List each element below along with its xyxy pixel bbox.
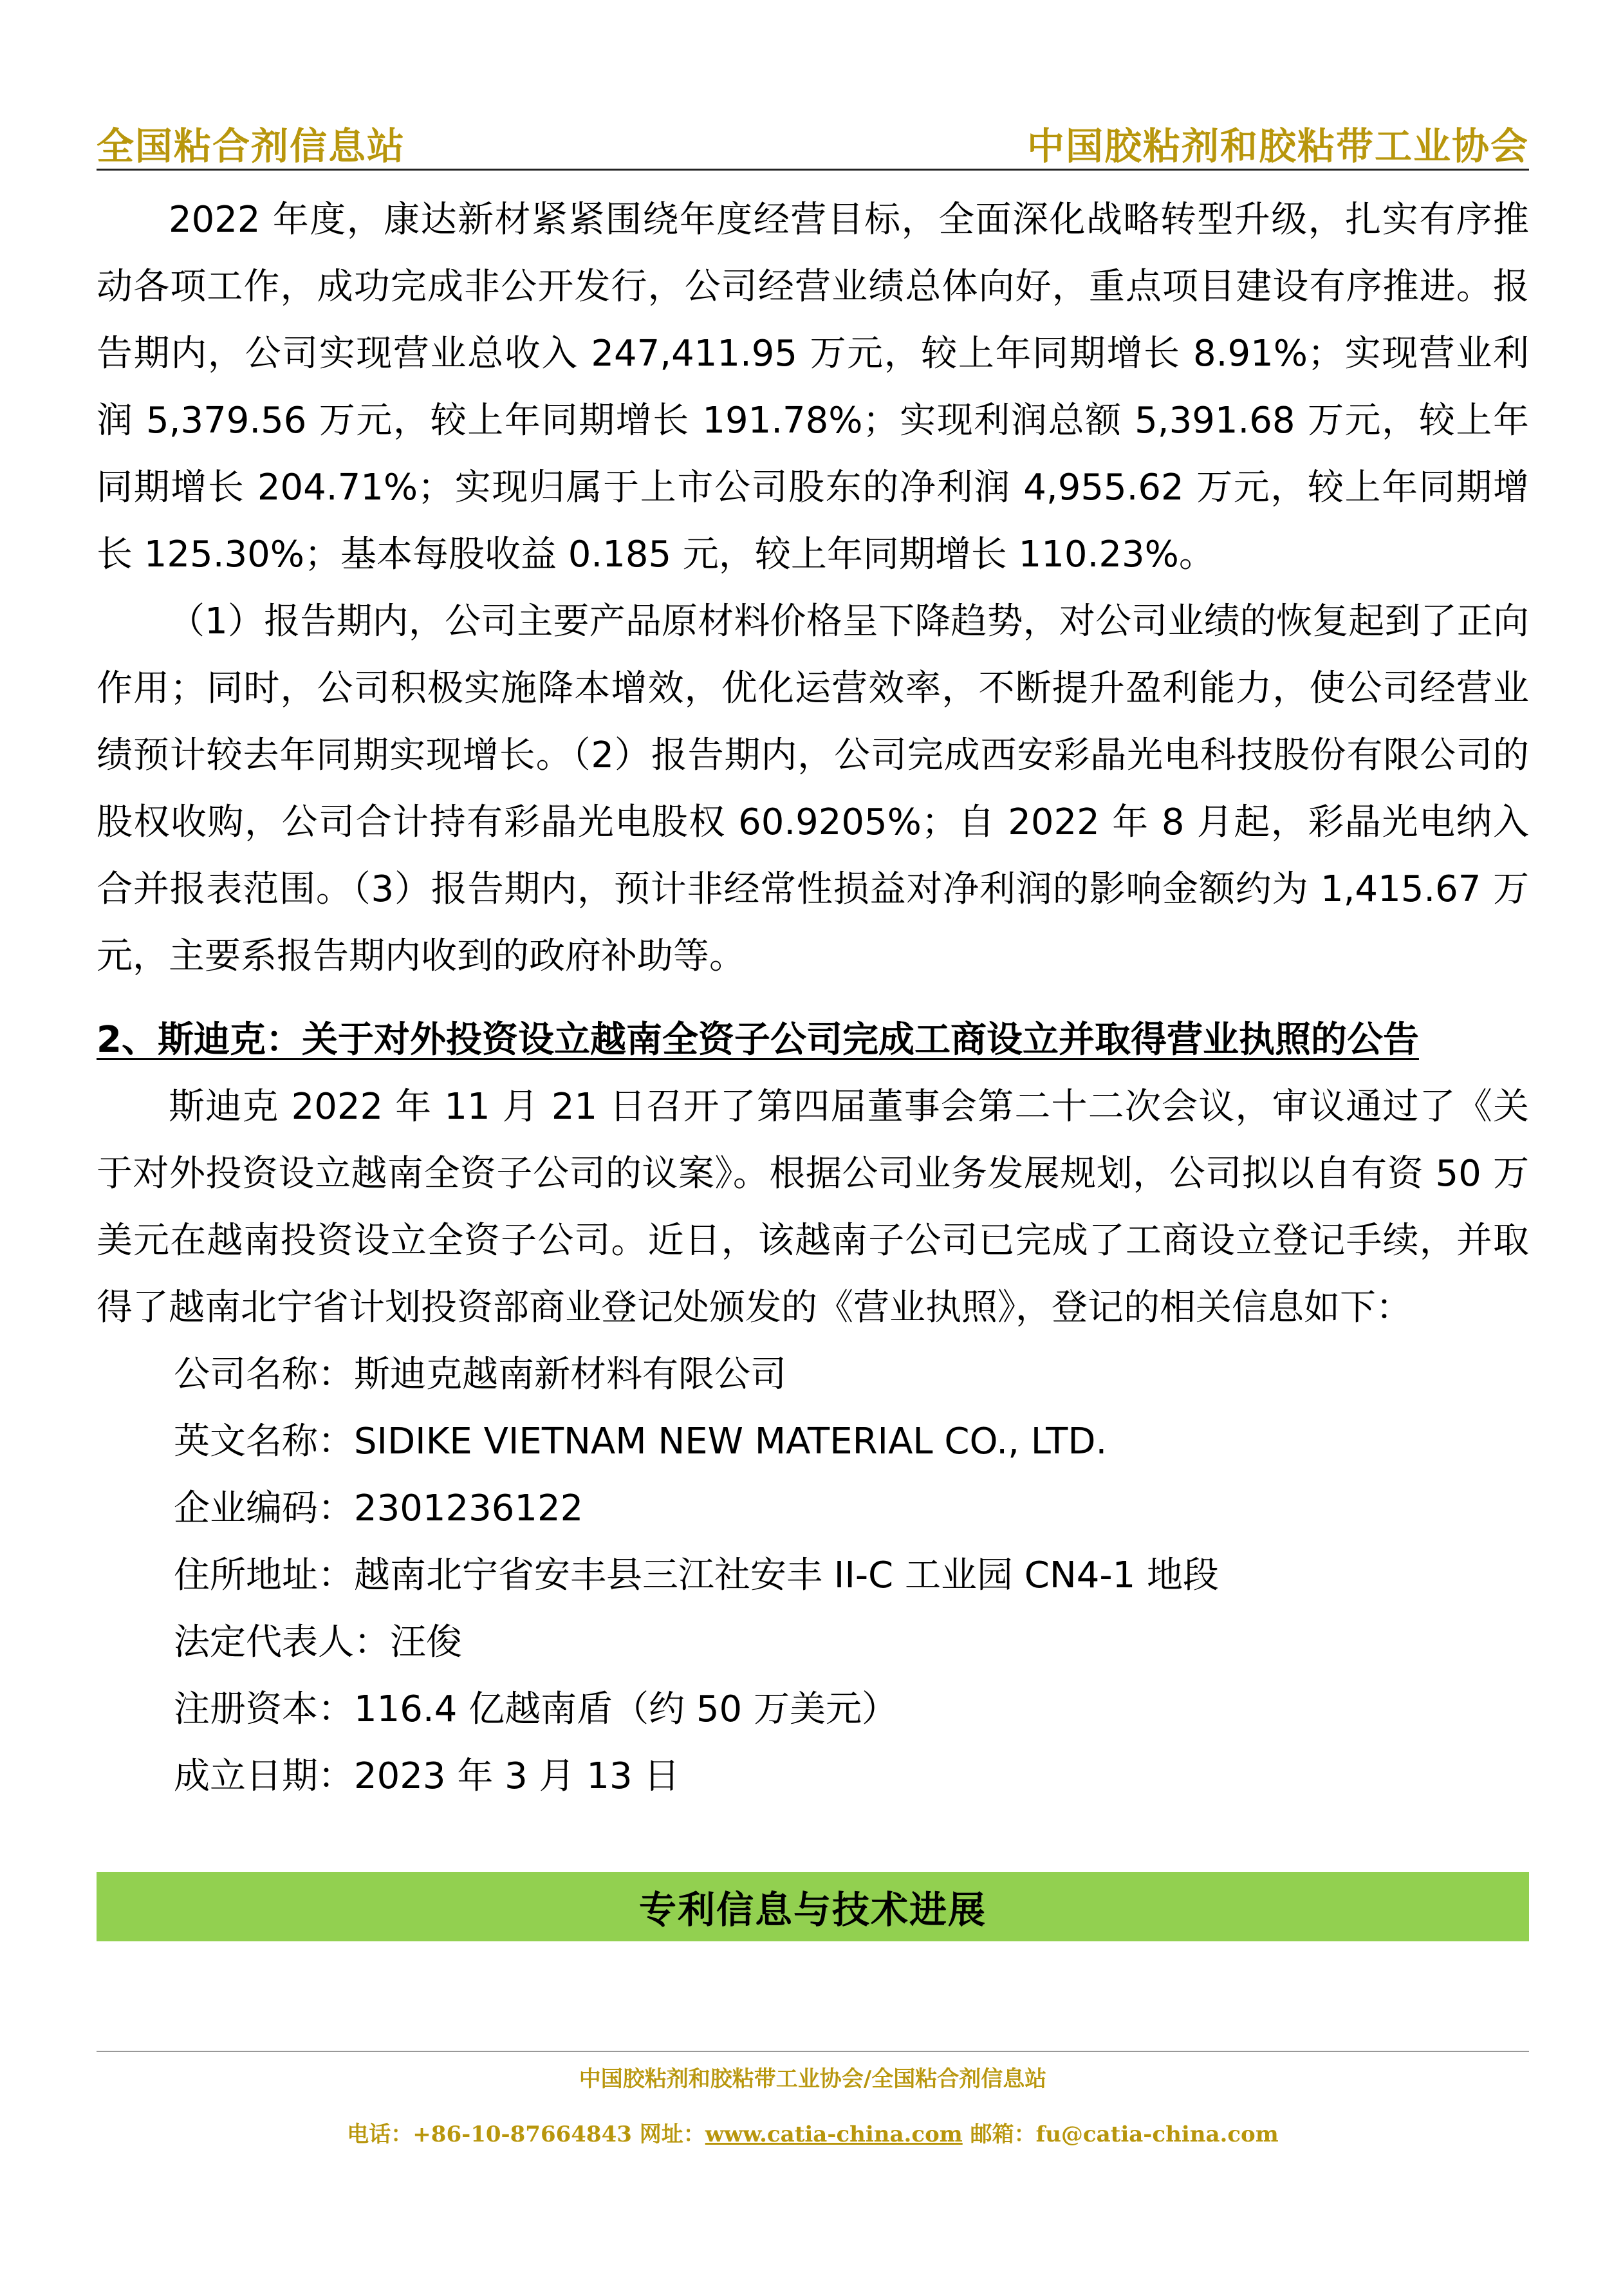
- section-title-sidike: 2、斯迪克：关于对外投资设立越南全资子公司完成工商设立并取得营业执照的公告: [97, 1019, 1419, 1061]
- field-address: 住所地址：越南北宁省安丰县三江社安丰 II-C 工业园 CN4-1 地段: [174, 1554, 1219, 1596]
- footer-phone: 电话：+86-10-87664843 网址：: [347, 2122, 705, 2147]
- paragraph-sidike-announcement: 斯迪克 2022 年 11 月 21 日召开了第四届董事会第二十二次会议，审议通过了《关于对外投资设立越南全资子公司的议案》。根据公司业务发展规划，公司拟以自有资 50 万美元在越南投资设立全资子公司。近日，该越南子公司已完成了工商设立登记手续，并取得了越南北宁省计划投资部商业登记处颁发的《营业执照》，登记的相关信息如下：: [97, 1086, 1529, 1329]
- company-info-list: [97, 1341, 1529, 1810]
- footer-org: 中国胶粘剂和胶粘带工业协会/全国粘合剂信息站: [579, 2066, 1047, 2092]
- field-enterprise-code: 企业编码：2301236122: [174, 1488, 584, 1529]
- footer-divider: [97, 2051, 1529, 2052]
- page-footer: [97, 2060, 1529, 2154]
- field-establishment-date: 成立日期：2023 年 3 月 13 日: [174, 1755, 680, 1797]
- banner-title: 专利信息与技术进展: [638, 1888, 987, 1932]
- field-company-name: 公司名称：斯迪克越南新材料有限公司: [174, 1354, 786, 1395]
- field-registered-capital: 注册资本：116.4 亿越南盾（约 50 万美元）: [174, 1688, 898, 1730]
- footer-website-link[interactable]: www.catia-china.com: [705, 2122, 963, 2147]
- header-association-name: 中国胶粘剂和胶粘带工业协会: [1026, 124, 1529, 168]
- header-site-name: 全国粘合剂信息站: [97, 124, 406, 168]
- paragraph-kangda-reasons: （1）报告期内，公司主要产品原材料价格呈下降趋势，对公司业绩的恢复起到了正向作用；同时，公司积极实施降本增效，优化运营效率，不断提升盈利能力，使公司经营业绩预计较去年同期实现增长。（2）报告期内，公司完成西安彩晶光电科技股份有限公司的股权收购，公司合计持有彩晶光电股权 60.9205%；自 2022 年 8 月起，彩晶光电纳入合并报表范围。（3）报告期内，预计非经常性损益对净利润的影响金额约为 1,415.67 万元，主要系报告期内收到的政府补助等。: [97, 601, 1529, 977]
- page-header: [97, 115, 1529, 171]
- field-legal-representative: 法定代表人：汪俊: [174, 1621, 462, 1663]
- paragraph-kangda-annual-results: 2022 年度，康达新材紧紧围绕年度经营目标，全面深化战略转型升级，扎实有序推动各项工作，成功完成非公开发行，公司经营业绩总体向好，重点项目建设有序推进。报告期内，公司实现营业总收入 247,411.95 万元，较上年同期增长 8.91%；实现营业利润 5,379.56 万元，较上年同期增长 191.78%；实现利润总额 5,391.68 万元，较上年同期增长 204.71%；实现归属于上市公司股东的净利润 4,955.62 万元，较上年同期增长 125.30%；基本每股收益 0.185 元，较上年同期增长 110.23%。: [97, 199, 1529, 575]
- footer-contact: [97, 2115, 1529, 2154]
- article-body: [97, 187, 1529, 1810]
- section-banner: [97, 1872, 1529, 1941]
- footer-email: 邮箱：fu@catia-china.com: [962, 2122, 1279, 2147]
- field-english-name: 英文名称：SIDIKE VIETNAM NEW MATERIAL CO., LTD.: [174, 1421, 1108, 1462]
